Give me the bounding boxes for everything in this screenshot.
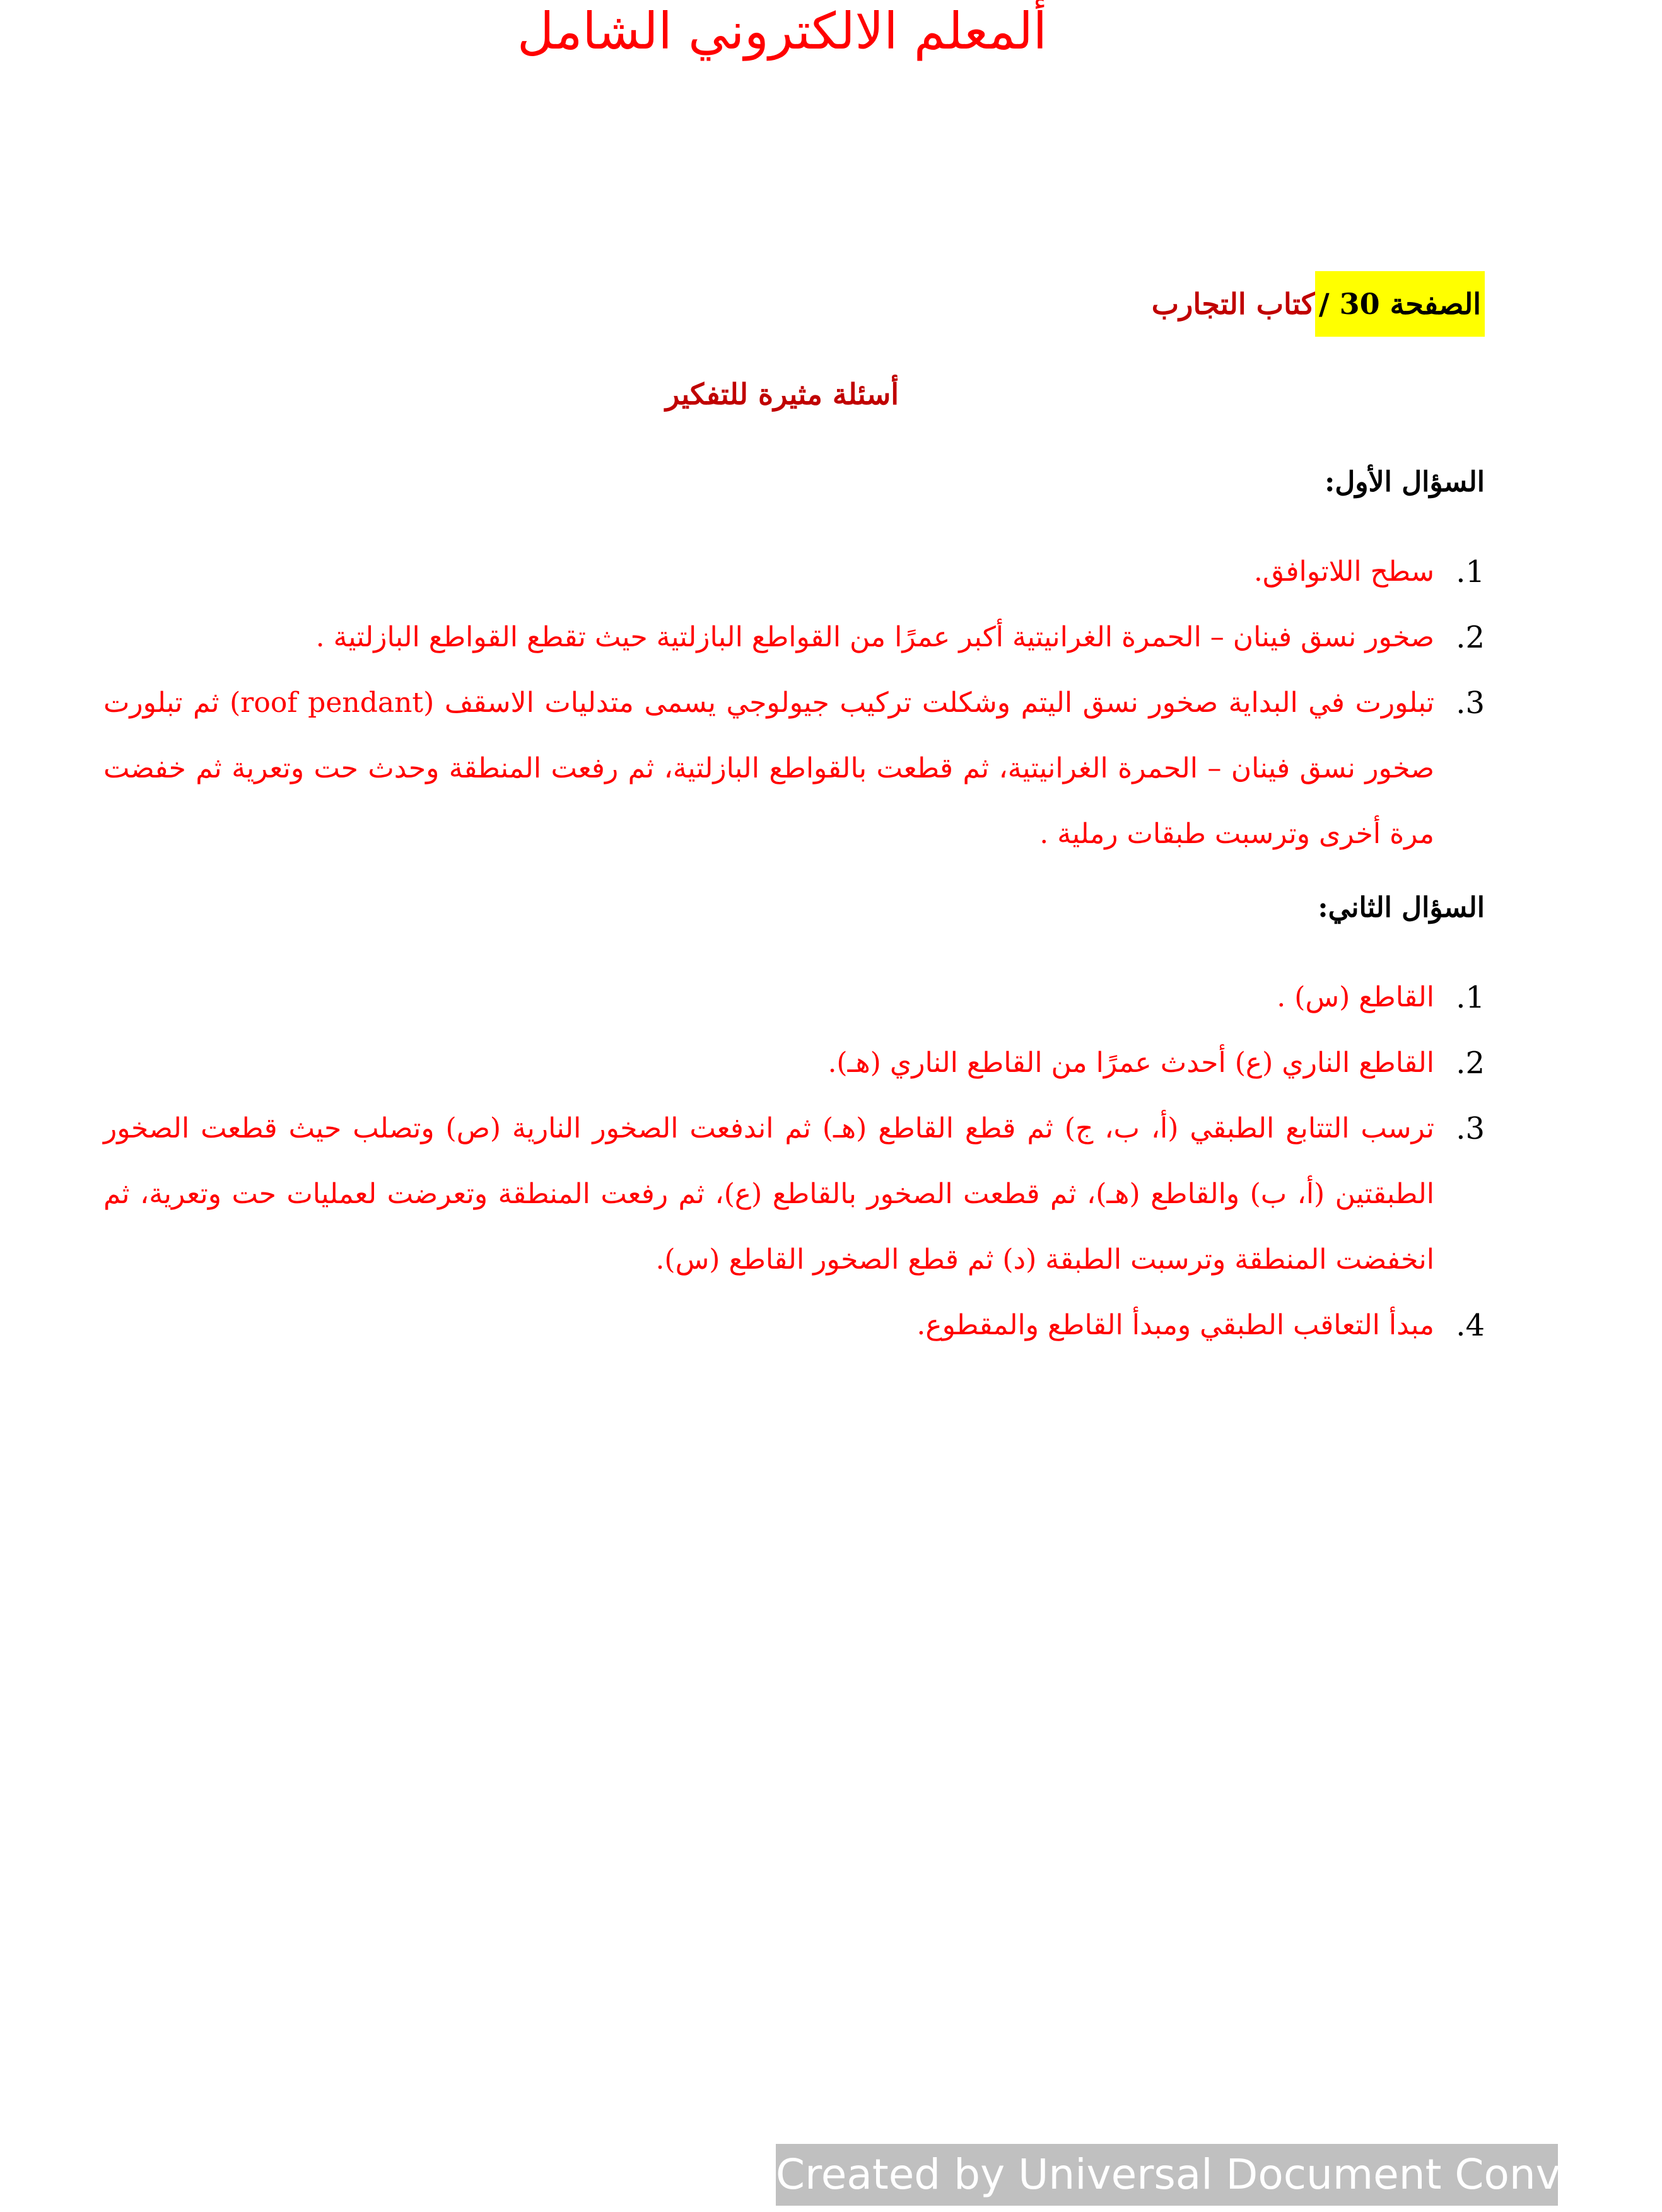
answer-text: تبلورت في البداية صخور نسق اليتم وشكلت تركيب جيولوجي يسمى متدليات الاسقف (roof pendant) ثم تبلورت صخور نسق فينان – الحمرة الغرانيتية، ثم قطعت بالقواطع البازلتية، ثم رفعت المنطقة وحدث حت وتعرية ثم خفضت مرة أخرى وترسبت طبقات رملية . bbox=[103, 687, 1435, 850]
answer-text: سطح اللاتوافق. bbox=[1253, 556, 1434, 588]
list-item bbox=[103, 670, 1485, 867]
list-number: 1. bbox=[1456, 980, 1485, 1015]
book-reference bbox=[1152, 271, 1485, 337]
list-item bbox=[103, 1096, 1485, 1293]
page-title: ألمعلم الالكتروني الشامل bbox=[517, 2, 1048, 61]
page-number-highlight: الصفحة 30 / bbox=[1315, 271, 1485, 337]
converter-watermark: Created by Universal Document Converter bbox=[776, 2144, 1558, 2206]
list-number: 4. bbox=[1456, 1308, 1485, 1343]
question-2-heading: السؤال الثاني: bbox=[1318, 892, 1485, 924]
list-item bbox=[103, 539, 1485, 605]
question-1-heading: السؤال الأول: bbox=[1325, 466, 1485, 498]
list-number: 2. bbox=[1456, 1045, 1485, 1081]
question-1-answers bbox=[103, 539, 1485, 867]
book-name: كتاب التجارب bbox=[1151, 287, 1315, 321]
question-2-answers bbox=[103, 965, 1485, 1358]
answer-text: مبدأ التعاقب الطبقي ومبدأ القاطع والمقطوع. bbox=[916, 1309, 1434, 1341]
list-item bbox=[103, 605, 1485, 670]
section-title: أسئلة مثيرة للتفكير bbox=[665, 377, 899, 411]
answer-text: القاطع الناري (ع) أحدث عمرًا من القاطع الناري (هـ). bbox=[828, 1047, 1434, 1079]
list-number: 1. bbox=[1456, 554, 1485, 590]
answer-text: ترسب التتابع الطبقي (أ، ب، ج) ثم قطع القاطع (هـ) ثم اندفعت الصخور النارية (ص) وتصلب حيث قطعت الصخور الطبقتين (أ، ب) والقاطع (هـ)، ثم قطعت الصخور بالقاطع (ع)، ثم رفعت المنطقة وتعرضت لعمليات حت وتعرية، ثم انخفضت المنطقة وترسبت الطبقة (د) ثم قطع الصخور القاطع (س). bbox=[103, 1112, 1434, 1276]
answer-text: القاطع (س) . bbox=[1277, 981, 1434, 1013]
list-item bbox=[103, 1293, 1485, 1358]
list-number: 2. bbox=[1456, 620, 1485, 655]
list-item bbox=[103, 1030, 1485, 1096]
list-number: 3. bbox=[1456, 685, 1485, 721]
list-item bbox=[103, 965, 1485, 1030]
list-number: 3. bbox=[1456, 1111, 1485, 1146]
answer-text: صخور نسق فينان – الحمرة الغرانيتية أكبر عمرًا من القواطع البازلتية حيث تقطع القواطع البازلتية . bbox=[315, 621, 1434, 653]
